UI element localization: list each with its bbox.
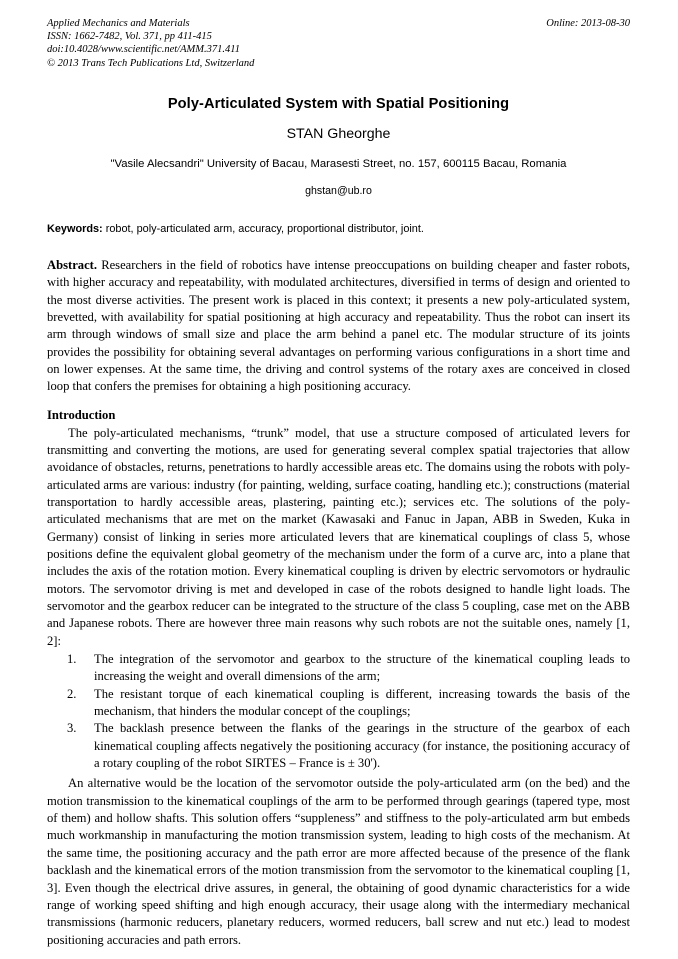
author-affiliation: "Vasile Alecsandri" University of Bacau, Marasesti Street, no. 157, 600115 Bacau, Romania — [110, 157, 567, 170]
issn-volume-pages: ISSN: 1662-7482, Vol. 371, pp 411-415 — [47, 31, 212, 43]
abstract-label: Abstract. — [47, 257, 98, 272]
list-item — [47, 720, 630, 772]
keywords-values: robot, poly-articulated arm, accuracy, proportional distributor, joint. — [102, 222, 424, 235]
list-item-text: The resistant torque of each kinematical coupling is different, increasing towards the basis of the mechanism, that hinders the modular concept of the couplings; — [94, 686, 630, 719]
introduction-paragraph-2: An alternative would be the location of the servomotor outside the poly-articulated arm (on the bed) and the motion transmission to the kinematical couplings of the arm to be performed through gearings (tapered type, most of them) and hollow shafts. This solution offers “suppleness” and stiffness to the poly-articulated arm but embeds much workmanship in manufacturing the motion transmission system, leading to high costs of the mechanism. At the same time, the positioning accuracy and the path error are more affected because of the presence of the flank backlash and the kinematical errors of the motion transmission from the servomotor to the kinematical coupling [1, 3]. Even though the electrical drive assures, in general, the obtaining of good dynamic characteristics for a wide range of working speed shifting and high enough accuracy, their usage along with the intermediary mechanical transmissions (harmonic reducers, planetary reducers, wormed reducers, ball screw and nut etc.) lead to modest positioning accuracies and path errors. — [47, 776, 630, 947]
keywords-line — [47, 222, 630, 236]
list-item — [47, 686, 630, 721]
online-publication-date: Online: 2013-08-30 — [546, 18, 630, 29]
list-item-marker: 1. — [67, 652, 77, 667]
copyright-line: © 2013 Trans Tech Publications Ltd, Switzerland — [47, 57, 255, 69]
author-email: ghstan@ub.ro — [305, 184, 372, 197]
author-name: STAN Gheorghe — [286, 125, 391, 142]
journal-name: Applied Mechanics and Materials — [47, 18, 190, 29]
list-item — [47, 651, 630, 686]
abstract-paragraph — [47, 257, 630, 396]
journal-header — [47, 17, 630, 70]
list-item-marker: 3. — [67, 721, 77, 736]
doi-line: doi:10.4028/www.scientific.net/AMM.371.411 — [47, 44, 240, 56]
keywords-label: Keywords: — [47, 222, 103, 235]
section-heading-introduction: Introduction — [47, 407, 116, 422]
list-item-text: The integration of the servomotor and gearbox to the structure of the kinematical coupling leads to increasing the weight and overall dimensions of the arm; — [94, 652, 630, 684]
abstract-text: Researchers in the field of robotics have intense preoccupations on building cheaper and faster robots, with higher accuracy and repeatability, with modulated architectures, diversified in terms of design and oriented to the most diverse activities. The present work is placed in this context; it presents a new poly-articulated system, brevetted, with availability for spatial positioning at high accuracy and repeatability. Thus the robot can insert its arm through windows of small size and place the arm behind a panel etc. The modular structure of its joints provides the possibility for obtaining several advantages on performing various configurations in a short time and on lower expenses. At the same time, the driving and control systems of the rotary axes are conceived in closed loop that confers the premises for obtaining a high positioning accuracy. — [47, 257, 630, 394]
page-title: Poly-Articulated System with Spatial Positioning — [167, 95, 510, 112]
list-item-marker: 2. — [67, 686, 77, 701]
journal-header-top-row — [47, 17, 630, 30]
introduction-paragraph-1: The poly-articulated mechanisms, “trunk” model, that use a structure composed of articulated levers for transmitting and converting the motions, are used for generating several complex spatial trajectories that allow avoidance of obstacles, returns, penetrations to hardly accessible areas etc. The domains using the robots with poly-articulated arms are various: industry (for painting, welding, surface coating, handling etc.); constructions (material transportation to hardly accessible areas, plastering, painting etc.); services etc. The solutions of the poly-articulated mechanisms that are met on the market (Kawasaki and Fanuc in Japan, ABB in Sweden, Kuka in Germany) consist of linking in series more articulated levers that are kinematical couplings of class 5, whose positions define the equivalent global geometry of the mechanism under the form of a curve arc, into a plane that includes the axis of the rotation motion. Every kinematical coupling is driven by electric servomotors or hydraulic motors. The servomotor driving is met and developed in case of the robots designed to handle light loads. The servomotor and the gearbox reducer can be integrated to the structure of the class 5 coupling, case met on the ABB and Japanese robots. There are however three main reasons why such robots are not the suitable ones, namely [1, 2]: — [47, 425, 630, 648]
title-block — [47, 95, 630, 198]
reasons-list — [47, 651, 630, 772]
list-item-text: The backlash presence between the flanks of the gearings in the structure of the gearbox of each kinematical coupling affects negatively the positioning accuracy (for instance, the positioning accuracy of a rotary coupling of the robot SIRTES – France is ± 30'). — [94, 721, 630, 771]
